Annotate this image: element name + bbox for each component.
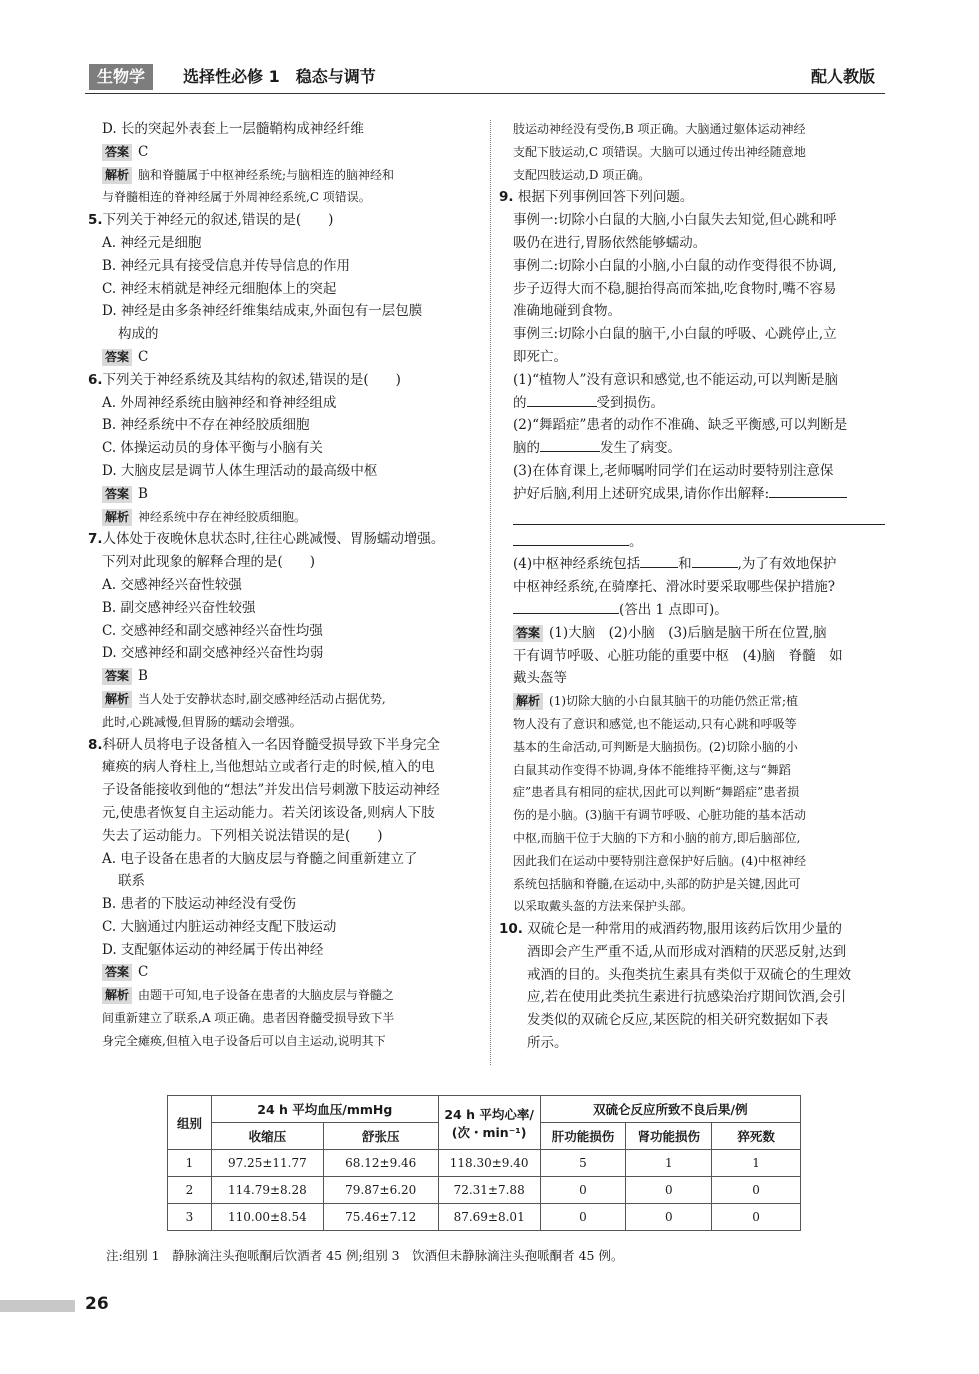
q9-analysis-line: 物人没有了意识和感觉,也不能运动,只有心跳和呼吸等 <box>513 716 797 731</box>
q9-sub-1: (1)“植物人”没有意识和感觉,也不能运动,可以判断是脑 <box>513 371 839 388</box>
q8-analysis-line: 身完全瘫痪,但植入电子设备后可以自主运动,说明其下 <box>102 1033 386 1048</box>
q9-analysis: 解析 (1)切除大脑的小白鼠其脑干的功能仍然正常;植 <box>513 690 885 713</box>
q9-sub-3: (3)在体育课上,老师嘱咐同学们在运动时要特别注意保 <box>513 462 834 479</box>
fill-blank-line <box>513 510 885 525</box>
q9-analysis-line: 基本的生命活动,可判断是大脑损伤。(2)切除小脑的小 <box>513 739 798 754</box>
answer-tag: 答案 <box>102 144 132 161</box>
q9-sub-2: (2)“舞蹈症”患者的动作不准确、缺乏平衡感,可以判断是 <box>513 417 848 434</box>
q5-option-c: C. 神经末梢就是神经元细胞体上的突起 <box>102 280 337 297</box>
q9-analysis-line: 以采取戴头盔的方法来保护头部。 <box>513 899 694 914</box>
q7-stem: 7.人体处于夜晚休息状态时,往往心跳减慢、胃肠蠕动增强。 <box>88 531 445 548</box>
answer-tag: 答案 <box>102 486 132 503</box>
header-diastolic: 舒张压 <box>323 1123 438 1150</box>
fill-blank <box>527 392 597 407</box>
q9-sub-4-end: (答出 1 点即可)。 <box>513 599 885 622</box>
q9-answer: 答案 (1)大脑 (2)小脑 (3)后脑是脑干所在位置,脑 <box>513 622 885 645</box>
q7-analysis-line: 此时,心跳减慢,但胃肠的蠕动会增强。 <box>102 714 302 729</box>
q9-answer-cont: 干有调节呼吸、心脏功能的重要中枢 (4)脑 脊髓 如 <box>513 647 843 664</box>
subject-label: 生物学 <box>89 64 153 90</box>
q9-sub-2-cont: 脑的 发生了病变。 <box>513 437 885 460</box>
q9-case-2-cont: 步子迈得大而不稳,腿抬得高而笨拙,吃食物时,嘴不容易 <box>513 280 837 297</box>
q8-stem-line: 子设备能接收到他的“想法”并发出信号刺激下肢运动神经 <box>102 782 440 799</box>
q6-option-d: D. 大脑皮层是调节人体生理活动的最高级中枢 <box>102 462 378 479</box>
q9-analysis-line: 症”患者具有相同的症状,因此可以判断“舞蹈症”患者损 <box>513 785 800 800</box>
q9-stem: 9. 根据下列事例回答下列问题。 <box>499 189 694 206</box>
analysis-tag: 解析 <box>102 509 132 526</box>
q8-option-c: C. 大脑通过内脏运动神经支配下肢运动 <box>102 918 337 935</box>
fill-blank <box>540 437 600 452</box>
q9-case-2: 事例二:切除小白鼠的小脑,小白鼠的动作变得很不协调, <box>513 257 837 274</box>
header-rule <box>85 93 885 94</box>
table-row: 3 110.00±8.54 75.46±7.12 87.69±8.01 0 0 0 <box>168 1204 801 1231</box>
q5-stem: 5.下列关于神经元的叙述,错误的是( ) <box>88 212 334 229</box>
column-divider <box>490 120 491 1065</box>
q6-option-c: C. 体操运动员的身体平衡与小脑有关 <box>102 440 323 457</box>
q9-analysis-line: 因此我们在运动中要特别注意保护好后脑。(4)中枢神经 <box>513 853 807 868</box>
q7-answer: 答案 B <box>88 665 473 688</box>
answer-tag: 答案 <box>513 625 543 642</box>
right-column <box>499 118 885 1055</box>
header-kidney: 肾功能损伤 <box>626 1123 712 1150</box>
fill-blank <box>769 483 847 498</box>
q6-option-a: A. 外周神经系统由脑神经和脊神经组成 <box>102 394 337 411</box>
q4-analysis-line: 与脊髓相连的脊神经属于外周神经系统,C 项错误。 <box>102 190 371 205</box>
book-title: 选择性必修 1 稳态与调节 <box>183 67 376 86</box>
disulfiram-data-table <box>167 1095 801 1231</box>
left-column <box>88 118 473 1053</box>
q5-option-d: D. 神经是由多条神经纤维集结成束,外面包有一层包膜 <box>102 303 423 320</box>
q9-case-3-cont: 即死亡。 <box>513 348 567 365</box>
q10-stem: 10. 双硫仑是一种常用的戒酒药物,服用该药后饮用少量的 <box>499 921 843 938</box>
q5-option-d-cont: 构成的 <box>118 326 159 343</box>
q9-sub-1-cont: 的 受到损伤。 <box>513 392 885 415</box>
q8-analysis-cont: 肢运动神经没有受伤,B 项正确。大脑通过躯体运动神经 <box>513 122 806 136</box>
header-bp: 24 h 平均血压/mmHg <box>211 1096 438 1123</box>
q5-option-b: B. 神经元具有接受信息并传导信息的作用 <box>102 257 351 274</box>
q7-analysis: 解析 当人处于安静状态时,副交感神经活动占据优势, <box>88 688 473 711</box>
table-row: 1 97.25±11.77 68.12±9.46 118.30±9.40 5 1 1 <box>168 1150 801 1177</box>
q9-answer-cont: 戴头盔等 <box>513 670 567 687</box>
analysis-tag: 解析 <box>513 693 543 710</box>
q9-case-2-cont: 准确地碰到食物。 <box>513 303 621 320</box>
page-number: 26 <box>85 1294 109 1314</box>
q9-sub-4-cont: 中枢神经系统,在骑摩托、滑冰时要采取哪些保护措施? <box>513 579 836 596</box>
q4-analysis: 解析 脑和脊髓属于中枢神经系统;与脑相连的脑神经和 <box>88 164 473 187</box>
header-death: 猝死数 <box>712 1123 801 1150</box>
q9-sub-3-cont: 护好后脑,利用上述研究成果,请你作出解释: <box>513 483 885 506</box>
q7-option-d: D. 交感神经和副交感神经兴奋性均弱 <box>102 645 324 662</box>
answer-tag: 答案 <box>102 668 132 685</box>
q6-analysis: 解析 神经系统中存在神经胶质细胞。 <box>88 506 473 529</box>
q8-option-b: B. 患者的下肢运动神经没有受伤 <box>102 896 297 913</box>
q8-answer: 答案 C <box>88 961 473 984</box>
fill-blank <box>692 553 738 568</box>
table-header-row <box>168 1096 801 1123</box>
analysis-tag: 解析 <box>102 167 132 184</box>
q8-stem-line: 瘫痪的病人脊柱上,当他想站立或者行走的时候,植入的电 <box>102 759 435 776</box>
fill-blank <box>513 599 619 614</box>
q9-sub-4: (4)中枢神经系统包括 和 ,为了有效地保护 <box>513 553 885 576</box>
q9-analysis-line: 白鼠其动作变得不协调,身体不能维持平衡,这与“舞蹈 <box>513 762 791 777</box>
q8-stem: 8.科研人员将电子设备植入一名因脊髓受损导致下半身完全 <box>88 736 441 753</box>
q6-option-b: B. 神经系统中不存在神经胶质细胞 <box>102 417 310 434</box>
q10-stem-line: 所示。 <box>527 1035 568 1052</box>
header-liver: 肝功能损伤 <box>540 1123 626 1150</box>
q8-stem-line: 失去了运动能力。下列相关说法错误的是( ) <box>102 827 383 844</box>
header-adverse: 双硫仑反应所致不良后果/例 <box>540 1096 800 1123</box>
q8-option-d: D. 支配躯体运动的神经属于传出神经 <box>102 941 324 958</box>
q4-answer: 答案 C <box>88 141 473 164</box>
q7-option-b: B. 副交感神经兴奋性较强 <box>102 599 256 616</box>
fill-blank <box>640 553 678 568</box>
q9-case-1-cont: 吸仍在进行,胃肠依然能够蠕动。 <box>513 234 707 251</box>
analysis-tag: 解析 <box>102 691 132 708</box>
fill-blank <box>513 531 629 546</box>
q8-option-a-cont: 联系 <box>118 873 145 890</box>
q9-analysis-line: 系统包括脑和脊髓,在运动中,头部的防护是关键,因此可 <box>513 876 801 891</box>
page-number-bar <box>0 1300 75 1312</box>
q9-case-1: 事例一:切除小白鼠的大脑,小白鼠失去知觉,但心跳和呼 <box>513 212 837 229</box>
header-heart-rate: 24 h 平均心率/ (次・min⁻¹) <box>438 1096 540 1150</box>
q8-stem-line: 元,使患者恢复自主运动能力。若关闭该设备,则病人下肢 <box>102 804 435 821</box>
q9-sub-3-end: 。 <box>513 531 885 554</box>
header-group: 组别 <box>168 1096 212 1150</box>
q8-analysis: 解析 由题干可知,电子设备在患者的大脑皮层与脊髓之 <box>88 984 473 1007</box>
q9-analysis-line: 中枢,而脑干位于大脑的下方和小脑的前方,即后脑部位, <box>513 830 801 845</box>
q10-stem-line: 发类似的双硫仑反应,某医院的相关研究数据如下表 <box>527 1012 829 1029</box>
q4-option-d: D. 长的突起外表套上一层髓鞘构成神经纤维 <box>102 121 364 137</box>
q7-option-a: A. 交感神经兴奋性较强 <box>102 576 242 593</box>
q8-analysis-cont: 支配四肢运动,D 项正确。 <box>513 167 651 182</box>
analysis-tag: 解析 <box>102 987 132 1004</box>
page-header <box>85 62 885 94</box>
table-note: 注:组别 1 静脉滴注头孢哌酮后饮酒者 45 例;组别 3 饮酒但未静脉滴注头孢哌酮者 45 例。 <box>106 1248 624 1263</box>
table-row: 2 114.79±8.28 79.87±6.20 72.31±7.88 0 0 0 <box>168 1177 801 1204</box>
q7-option-c: C. 交感神经和副交感神经兴奋性均强 <box>102 622 323 639</box>
answer-tag: 答案 <box>102 964 132 981</box>
q5-option-a: A. 神经元是细胞 <box>102 234 202 251</box>
q8-analysis-cont: 支配下肢运动,C 项错误。大脑可以通过传出神经随意地 <box>513 144 806 159</box>
q8-analysis-line: 间重新建立了联系,A 项正确。患者因脊髓受损导致下半 <box>102 1011 395 1026</box>
header-systolic: 收缩压 <box>211 1123 323 1150</box>
q6-answer: 答案 B <box>88 483 473 506</box>
q9-case-3: 事例三:切除小白鼠的脑干,小白鼠的呼吸、心跳停止,立 <box>513 326 837 343</box>
q7-stem-cont: 下列对此现象的解释合理的是( ) <box>102 554 316 571</box>
q10-stem-line: 戒酒的目的。头孢类抗生素具有类似于双硫仑的生理效 <box>527 966 851 983</box>
q8-option-a: A. 电子设备在患者的大脑皮层与脊髓之间重新建立了 <box>102 850 418 867</box>
q10-stem-line: 应,若在使用此类抗生素进行抗感染治疗期间饮酒,会引 <box>527 989 847 1006</box>
q6-stem: 6.下列关于神经系统及其结构的叙述,错误的是( ) <box>88 371 401 388</box>
answer-tag: 答案 <box>102 349 132 366</box>
edition-label: 配人教版 <box>810 67 875 86</box>
q10-stem-line: 酒即会产生严重不适,从而形成对酒精的厌恶反射,达到 <box>527 943 847 960</box>
q5-answer: 答案 C <box>88 346 473 369</box>
q9-analysis-line: 伤的是小脑。(3)脑干有调节呼吸、心脏功能的基本活动 <box>513 808 807 823</box>
